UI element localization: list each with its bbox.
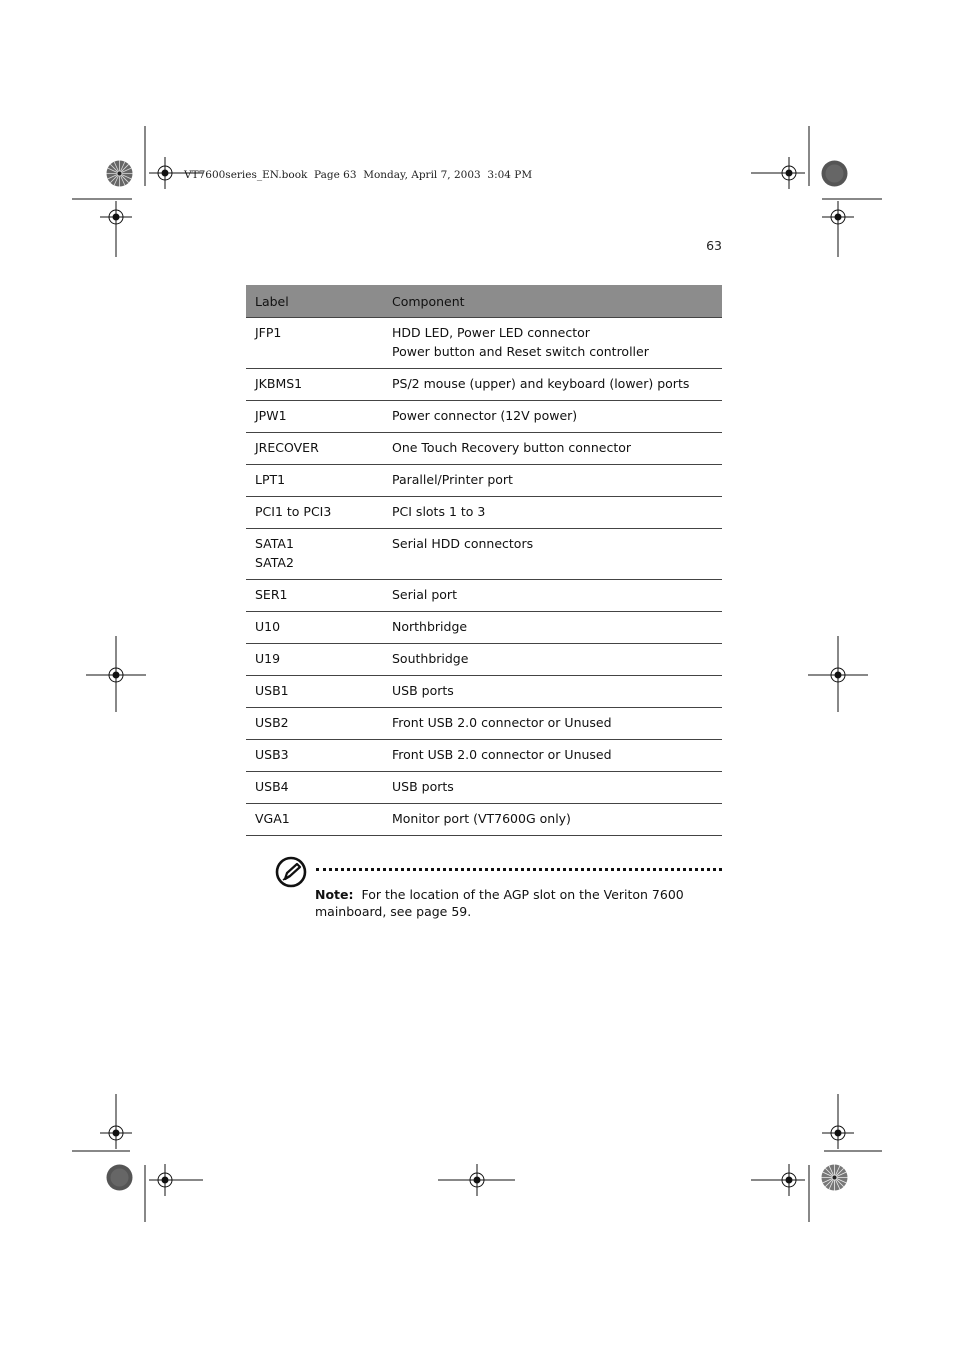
label-text: USB1 [255, 683, 289, 698]
label-text: USB2 [255, 715, 289, 730]
label-text: JRECOVER [255, 440, 319, 455]
label-text: JKBMS1 [255, 376, 303, 391]
label-text: JFP1 [255, 325, 282, 340]
label-text: U19 [255, 651, 281, 666]
component-text: USB ports [392, 779, 454, 794]
label-text: LPT1 [255, 472, 286, 487]
color-wheel-icon [821, 1164, 848, 1191]
color-wheel-icon [106, 1164, 133, 1191]
label-text: U10 [255, 619, 281, 634]
label-text: SATA1 [255, 536, 294, 551]
component-text: Power connector (12V power) [392, 408, 578, 423]
component-text: Power button and Reset switch controller [392, 344, 649, 359]
component-text: Monitor port (VT7600G only) [392, 811, 571, 826]
label-text: USB4 [255, 779, 289, 794]
running-header: VT7600series_EN.book Page 63 Monday, April 7, 2003 3:04 PM [184, 169, 533, 181]
color-wheel-icon [821, 160, 848, 187]
column-header-label: Label [246, 285, 383, 318]
label-text: JPW1 [255, 408, 287, 423]
component-text: Serial HDD connectors [392, 536, 534, 551]
component-text: USB ports [392, 683, 454, 698]
label-text: SER1 [255, 587, 288, 602]
component-text: HDD LED, Power LED connector [392, 325, 590, 340]
component-text: One Touch Recovery button connector [392, 440, 632, 455]
component-text: Northbridge [392, 619, 468, 634]
component-text: PCI slots 1 to 3 [392, 504, 486, 519]
label-text: SATA2 [255, 555, 294, 570]
label-text: PCI1 to PCI3 [255, 504, 332, 519]
label-text: VGA1 [255, 811, 290, 826]
component-text: PS/2 mouse (upper) and keyboard (lower) ports [392, 376, 690, 391]
color-wheel-icon [106, 160, 133, 187]
component-text: Front USB 2.0 connector or Unused [392, 715, 612, 730]
page-number: 63 [706, 238, 722, 253]
note-body: For the location of the AGP slot on the Veriton 7600 mainboard, see page 59. [315, 887, 684, 919]
label-text: USB3 [255, 747, 289, 762]
component-text: Southbridge [392, 651, 469, 666]
component-text: Front USB 2.0 connector or Unused [392, 747, 612, 762]
column-header-component: Component [383, 285, 722, 318]
note-prefix: Note: [315, 887, 354, 902]
component-text: Parallel/Printer port [392, 472, 513, 487]
component-text: Serial port [392, 587, 457, 602]
